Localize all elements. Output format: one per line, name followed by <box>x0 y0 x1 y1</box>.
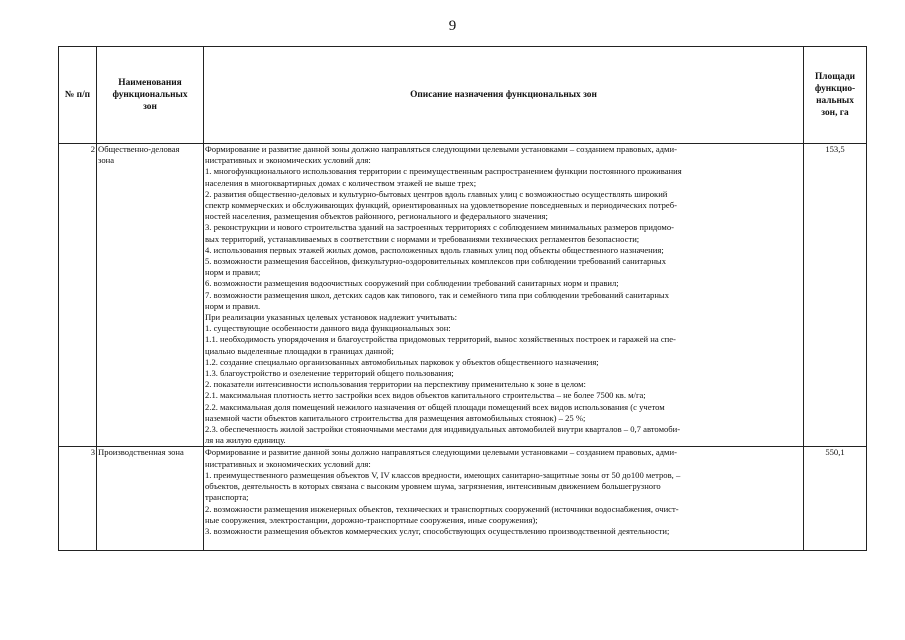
description-line: 5. возможности размещения бассейнов, физкультурно-оздоровительных комплексов при соблюдении требований санитарных <box>205 256 666 267</box>
description-line: ля на жилую единицу. <box>205 435 286 446</box>
description-line: 2. возможности размещения инженерных объектов, технических и транспортных сооружений (источники водоснабжения, очист- <box>205 503 679 514</box>
header-zone-name-line: Наименования <box>118 78 182 88</box>
header-zone-name-line: функциональных <box>112 90 188 100</box>
table-row <box>59 447 867 551</box>
row-zone-name <box>97 447 204 551</box>
description-line: 7. возможности размещения школ, детских садов как типового, так и семейного типа при соблюдении требований санитарных <box>205 289 669 300</box>
description-line: Формирование и развитие данной зоны должно направляться следующими целевыми установками – созданием правовых, адми- <box>205 144 677 154</box>
header-area-line: функцио- <box>814 84 856 94</box>
description-line: Формирование и развитие данной зоны должно направляться следующими целевыми установками – созданием правовых, адми- <box>205 447 677 458</box>
header-zone-name-line: зон <box>143 102 157 112</box>
table-row <box>59 144 867 447</box>
description-line: 1. существующие особенности данного вида функциональных зон: <box>205 323 451 334</box>
zone-name-line: Производственная зона <box>98 447 184 458</box>
functional-zones-table <box>58 46 867 551</box>
page-number: 9 <box>448 18 457 34</box>
description-line: 1. преимущественного размещения объектов V, IV классов вредности, имеющих санитарно-защитные зоны от 50 до100 метров, – <box>205 469 681 480</box>
row-description <box>204 447 804 551</box>
description-line: 2. показатели интенсивности использования территории на перспективу применительно к зоне в целом: <box>205 379 586 390</box>
table-header-row <box>59 47 867 144</box>
row-number: 3 <box>59 447 97 551</box>
description-line: ные сооружения, электростанции, дорожно-транспортные сооружения, иные сооружения); <box>205 514 538 525</box>
description-line: наземной части объектов капитального строительства для размещения автомобильных стоянок) – 25 %; <box>205 412 586 423</box>
description-line: спектр коммерческих и обслуживающих функций, ориентированных на удовлетворение повседневных и периодических потреб- <box>205 200 677 211</box>
description-line: 1.2. создание специально организованных автомобильных парковок у объектов общественного назначения; <box>205 356 599 367</box>
header-area <box>804 47 867 144</box>
description-line: транспорта; <box>205 492 249 503</box>
header-area-line: Площади <box>815 72 855 82</box>
header-number: № п/п <box>59 47 97 144</box>
description-line: 1.1. необходимость упорядочения и благоустройства придомовых территорий, вынос хозяйственных построек и гаражей на спе- <box>205 334 676 345</box>
description-line: 1.3. благоустройство и озеленение территорий общего пользования; <box>205 368 454 379</box>
row-number: 2 <box>59 144 97 447</box>
description-line: нистративных и экономических условий для: <box>205 458 371 469</box>
header-zone-name <box>97 47 204 144</box>
description-line: При реализации указанных целевых установок надлежит учитывать: <box>205 312 457 323</box>
row-area: 153,5 <box>804 144 867 447</box>
description-line: 3. возможности размещения объектов коммерческих услуг, способствующих осуществлению производственной деятельности; <box>205 525 670 536</box>
description-line: нистративных и экономических условий для: <box>205 155 371 166</box>
row-zone-name <box>97 144 204 447</box>
description-line: норм и правил. <box>205 300 261 311</box>
description-line: норм и правил; <box>205 267 261 278</box>
description-line: циально выделенные площадки в границах данной; <box>205 345 394 356</box>
description-line: вых территорий, устанавливаемых в соответствии с нормами и требованиями технических регламентов безопасности; <box>205 233 640 244</box>
description-line: 3. реконструкции и нового строительства зданий на застроенных территориях с соблюдением минимальных размеров придомо- <box>205 222 675 233</box>
row-area: 550,1 <box>804 447 867 551</box>
description-line: 6. возможности размещения водоочистных сооружений при соблюдении требований санитарных норм и правил; <box>205 278 619 289</box>
description-line: 2. развития общественно-деловых и культурно-бытовых центров вдоль главных улиц с возможностью осуществлять широкий <box>205 188 668 199</box>
description-line: объектов, деятельность в которых связана с высоким уровнем шума, загрязнения, интенсивным движением большегрузного <box>205 481 661 492</box>
description-line: населения в многоквартирных домах с количеством этажей не выше трех; <box>205 177 477 188</box>
description-line: ностей населения, размещения объектов районного, регионального и федерального значения; <box>205 211 548 222</box>
header-area-line: нальных <box>816 96 854 106</box>
header-area-line: зон, га <box>821 108 849 118</box>
description-line: 4. использования первых этажей жилых домов, расположенных вдоль главных улиц под объекты общественного назначения; <box>205 244 664 255</box>
zone-name-line: зона <box>98 155 115 166</box>
description-line: 2.3. обеспеченность жилой застройки стояночными местами для индивидуальных автомобилей внутри кварталов – 0,7 автомоби- <box>205 424 681 435</box>
description-line: 2.2. максимальная доля помещений нежилого назначения от общей площади помещений всех видов использования (с учетом <box>205 401 665 412</box>
row-description <box>204 144 804 447</box>
header-description: Описание назначения функциональных зон <box>204 47 804 144</box>
description-line: 2.1. максимальная плотность нетто застройки всех видов объектов капитального строительства – не более 7500 кв. м/га; <box>205 390 646 401</box>
zone-name-line: Общественно-деловая <box>98 144 180 154</box>
description-line: 1. многофункционального использования территории с преимущественным распространением функции постоянного проживания <box>205 166 682 177</box>
